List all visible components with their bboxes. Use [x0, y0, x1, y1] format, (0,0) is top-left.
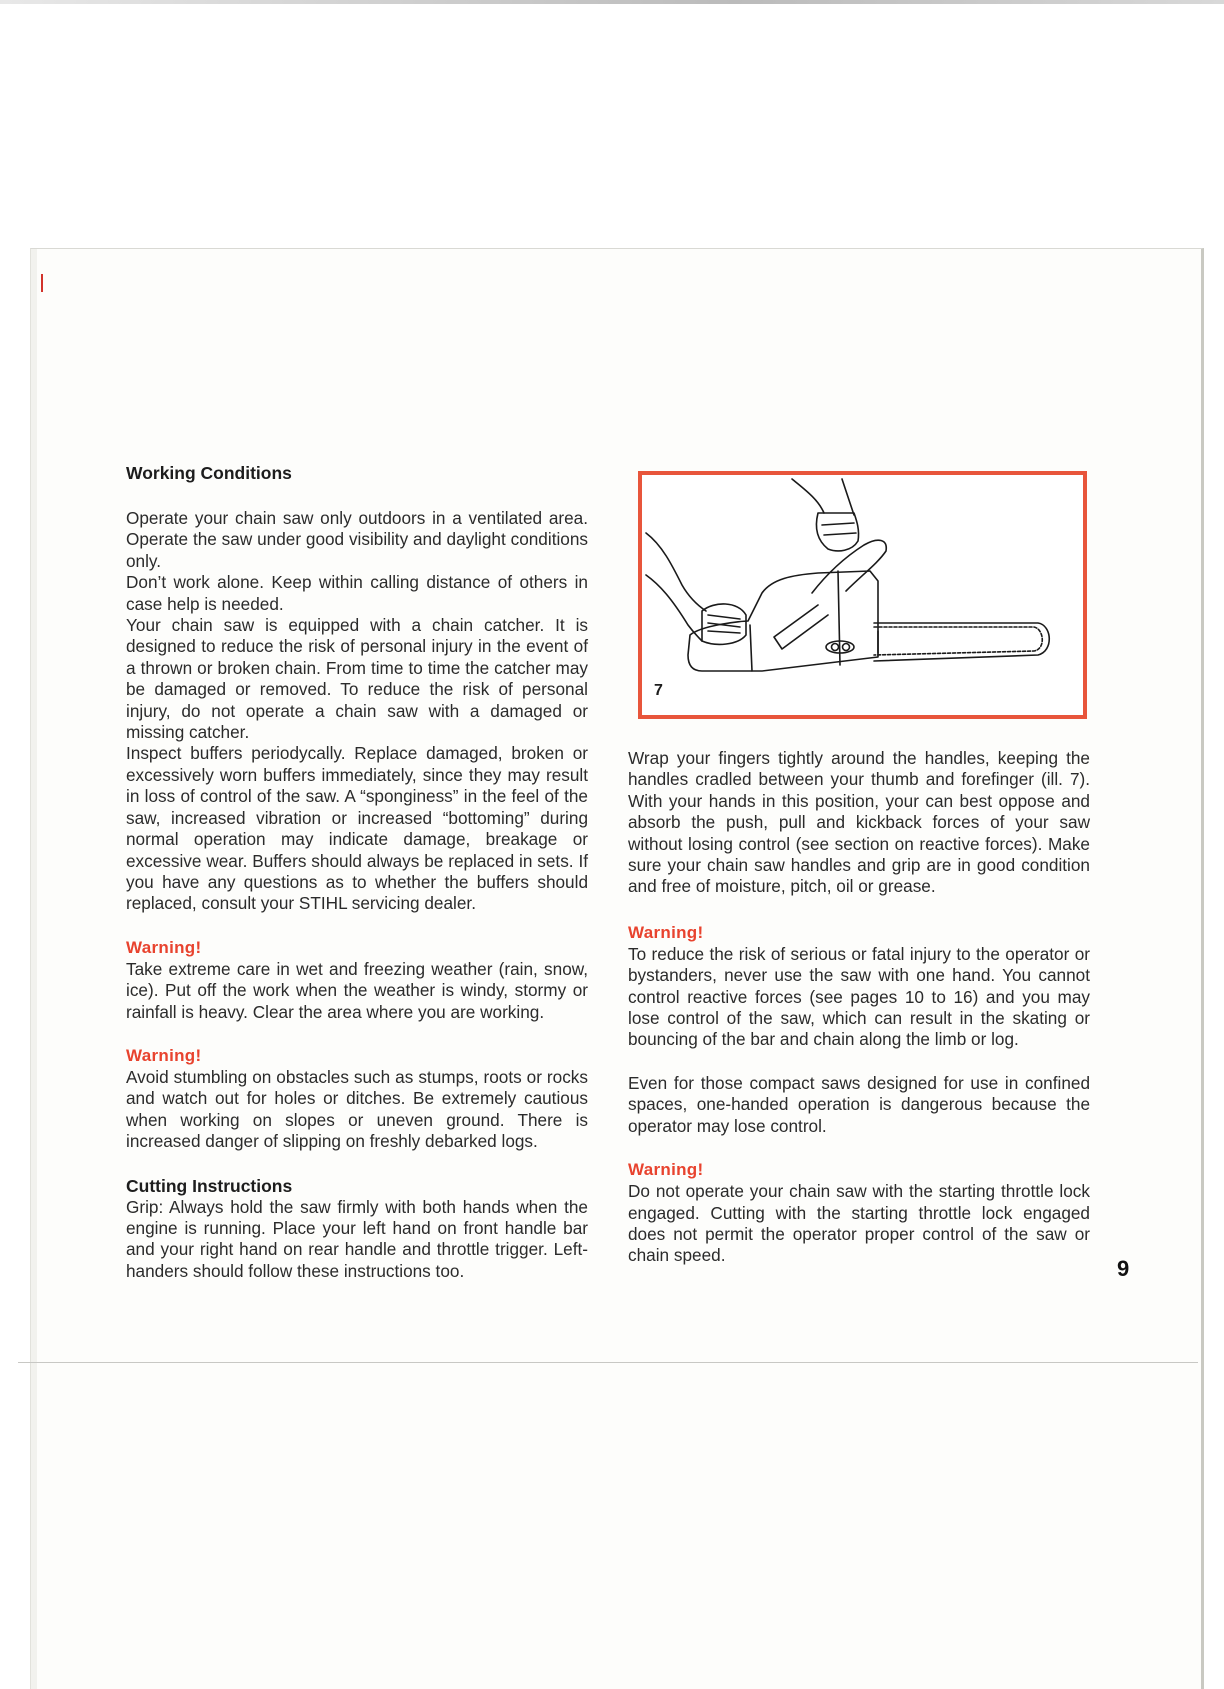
edge-mark: [41, 274, 43, 292]
figure-number: 7: [654, 682, 663, 699]
left-column: [126, 462, 588, 1282]
page-number: 9: [1117, 1256, 1130, 1281]
warning-label-obstacles: Warning!: [126, 1045, 202, 1065]
right-column: [628, 748, 1090, 1267]
warning-text-throttle-lock: Do not operate your chain saw with the starting throttle lock engaged. Cutting with the starting throttle lock engaged does not permit the operator proper control of the saw or chain speed.: [628, 1181, 1090, 1266]
illustration-7-figure: [638, 471, 1087, 719]
warning-text-obstacles: Avoid stumbling on obstacles such as stumps, roots or rocks and watch out for holes or ditches. Be extremely cautious when working on slopes or uneven ground. There is increased danger of slipping on freshly debarked logs.: [126, 1066, 588, 1152]
warning-label-weather: Warning!: [126, 937, 202, 957]
paragraph-compact-saws: Even for those compact saws designed for use in confined spaces, one-handed operation is dangerous because the operator may lose control.: [628, 1072, 1090, 1136]
heading-working-conditions: Working Conditions: [126, 463, 292, 483]
paragraph-buffers: Inspect buffers periodycally. Replace damaged, broken or excessively worn buffers immediately, since they may result in loss of control of the saw. A “sponginess” in the feel of the saw, increased vibration or increased “bottoming” during normal operation may indicate damage, breakage or excessive wear. Buffers should always be replaced in sets. If you have any questions as to whether the buffers should replaced, consult your STIHL servicing dealer.: [126, 743, 588, 914]
paragraph-work-alone: Don’t work alone. Keep within calling distance of others in case help is needed.: [126, 572, 588, 614]
warning-label-throttle-lock: Warning!: [628, 1160, 704, 1180]
scan-edge: [0, 0, 1224, 4]
chainsaw-grip-illustration: [642, 475, 1083, 715]
heading-cutting-instructions: Cutting Instructions: [126, 1175, 293, 1196]
warning-label-one-hand: Warning!: [628, 922, 704, 942]
page-edge-line: [18, 1362, 1198, 1363]
warning-text-weather: Take extreme care in wet and freezing weather (rain, snow, ice). Put off the work when the weather is windy, stormy or rainfall is heavy. Clear the area where you are working.: [126, 958, 588, 1022]
paragraph-grip: Grip: Always hold the saw firmly with both hands when the engine is running. Place your left hand on front handle bar and your right hand on rear handle and throttle trigger. Left-handers should follow these instructions too.: [126, 1196, 588, 1281]
paragraph-chain-catcher: Your chain saw is equipped with a chain catcher. It is designed to reduce the risk of personal injury in the event of a thrown or broken chain. From time to time the catcher may be damaged or removed. To reduce the risk of personal injury, do not operate a chain saw with a damaged or missing catcher.: [126, 615, 588, 743]
paragraph-outdoors: Operate your chain saw only outdoors in a ventilated area. Operate the saw under good visibility and daylight conditions only.: [126, 508, 588, 571]
paragraph-wrap-fingers: Wrap your fingers tightly around the handles, keeping the handles cradled between your thumb and forefinger (ill. 7). With your hands in this position, your can best oppose and absorb the push, pull and kickback forces of your saw without losing control (see section on reactive forces). Make sure your chain saw handles and grip are in good condition and free of moisture, pitch, oil or grease.: [628, 748, 1090, 897]
warning-text-one-hand: To reduce the risk of serious or fatal injury to the operator or bystanders, never use the saw with one hand. You cannot control reactive forces (see pages 10 to 16) and you may lose control of the saw, which can result in the skating or bouncing of the bar and chain along the limb or log.: [628, 943, 1090, 1050]
